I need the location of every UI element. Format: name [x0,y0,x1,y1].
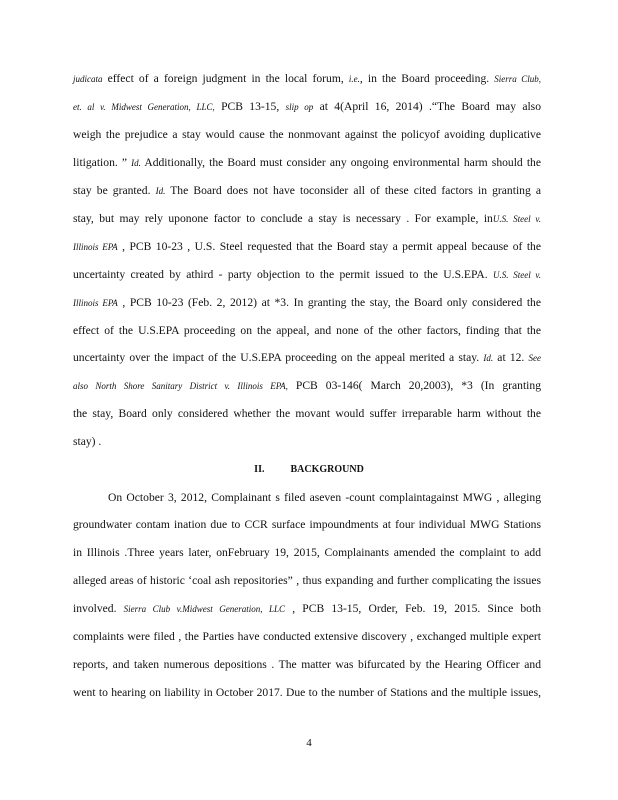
section-number: II. [254,464,265,475]
text-line: litigation. ” Id. Additionally, the Board must consider any ongoing environmental harm should the [73,156,541,169]
text-line: also North Shore Sanitary District v. Illinois EPA, PCB 03-146( March 20,2003), *3 (In granting [73,379,541,392]
text-line: involved. Sierra Club v.Midwest Generation, LLC , PCB 13-15, Order, Feb. 19, 2015. Since both [73,602,541,615]
text-line: uncertainty over the impact of the U.S.EPA proceeding on the appeal merited a stay. Id. at 12. See [73,351,541,364]
text-line: groundwater contam ination due to CCR surface impoundments at four individual MWG Stations [73,518,541,531]
text-line: effect of the U.S.EPA proceeding on the appeal, and none of the other factors, finding that the [73,324,541,337]
text-line: stay, but may rely uponone factor to conclude a stay is necessary . For example, inU.S. Steel v. [73,212,541,225]
text-line: went to hearing on liability in October 2017. Due to the number of Stations and the multiple issues, [73,686,541,699]
text-line: stay be granted. Id. The Board does not have toconsider all of these cited factors in granting a [73,184,541,197]
text-line: Illinois EPA , PCB 10-23 (Feb. 2, 2012) at *3. In granting the stay, the Board only considered the [73,296,541,309]
text-line: stay) . [73,435,102,448]
text-line: judicata effect of a foreign judgment in the local forum, i.e., in the Board proceeding. Sierra Club, [73,72,541,85]
section-heading [0,463,618,477]
text-line: the stay, Board only considered whether the movant would suffer irreparable harm without the [73,407,541,420]
text-line: complaints were filed , the Parties have conducted extensive discovery , exchanged multiple expert [73,630,541,643]
text-line: alleged areas of historic ‘coal ash repositories” , thus expanding and further complicating the issues [73,574,541,587]
text-line: et. al v. Midwest Generation, LLC, PCB 13-15, slip op at 4(April 16, 2014) .“The Board may also [73,100,541,113]
text-line: reports, and taken numerous depositions . The matter was bifurcated by the Hearing Officer and [73,658,541,671]
page-number: 4 [306,737,312,749]
text-line: Illinois EPA , PCB 10-23 , U.S. Steel requested that the Board stay a permit appeal because of the [73,240,541,253]
text-line: On October 3, 2012, Complainant s filed aseven -count complaintagainst MWG , alleging [108,491,541,504]
text-line: in Illinois .Three years later, onFebruary 19, 2015, Complainants amended the complaint to add [73,546,541,559]
text-line: weigh the prejudice a stay would cause the nonmovant against the policyof avoiding duplicative [73,128,541,141]
section-title: BACKGROUND [290,464,364,475]
text-line: uncertainty created by athird - party objection to the permit issued to the U.S.EPA. U.S. Steel v. [73,268,541,281]
